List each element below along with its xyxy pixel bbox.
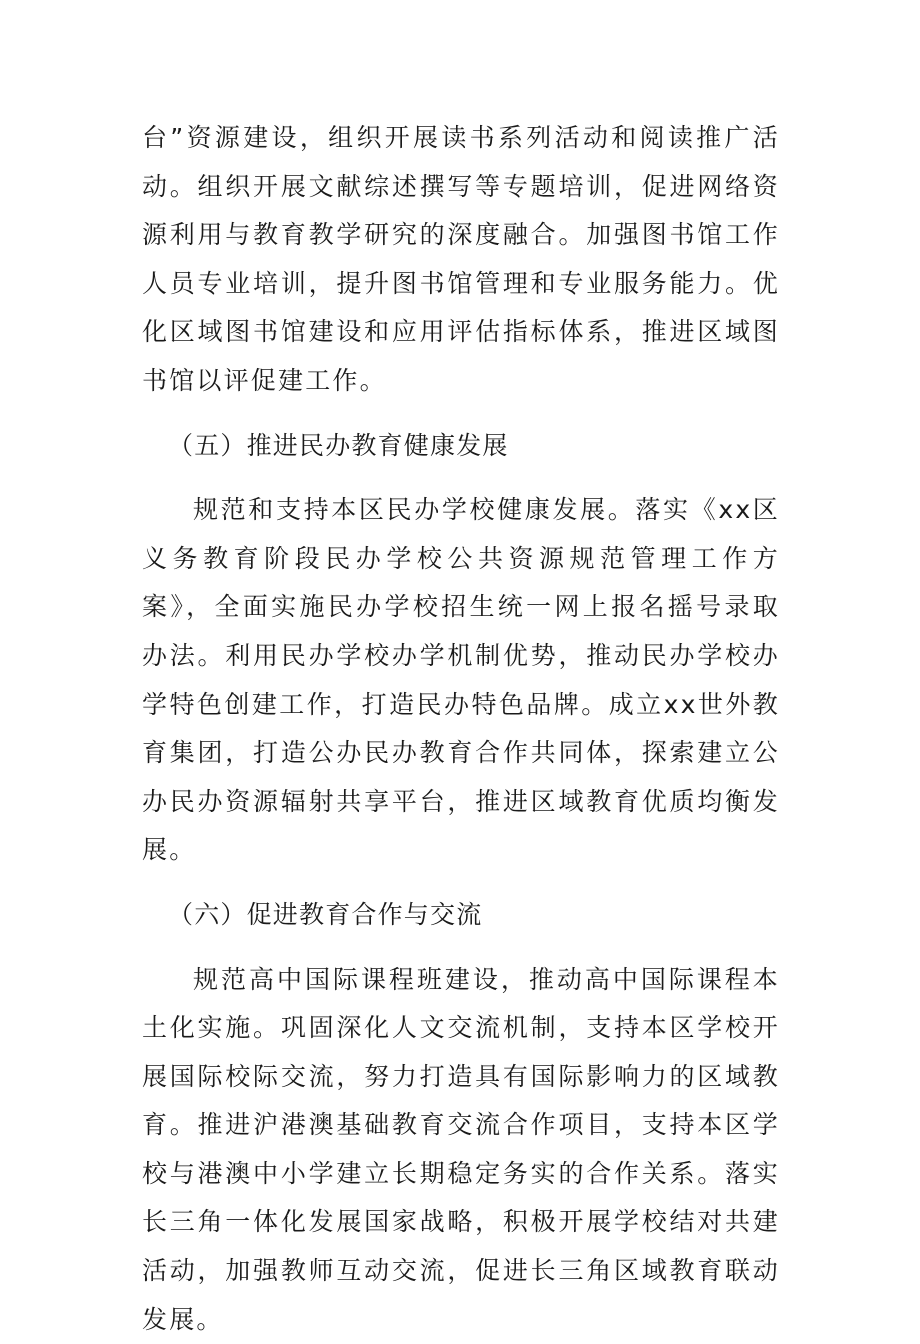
section-heading-private-education: （五）推进民办教育健康发展 bbox=[142, 422, 780, 471]
paragraph-library-resources: 台”资源建设，组织开展读书系列活动和阅读推广活动。组织开展文献综述撰写等专题培训，促进网络资源利用与教育教学研究的深度融合。加强图书馆工作人员专业培训，提升图书馆管理和专业服务能力。优化区域图书馆建设和应用评估指标体系，推进区域图书馆以评促建工作。 bbox=[142, 114, 780, 406]
paragraph-private-education: 规范和支持本区民办学校健康发展。落实《xx区义务教育阶段民办学校公共资源规范管理工作方案》，全面实施民办学校招生统一网上报名摇号录取办法。利用民办学校办学机制优势，推动民办学校办学特色创建工作，打造民办特色品牌。成立xx世外教育集团，打造公办民办教育合作共同体，探索建立公办民办资源辐射共享平台，推进区域教育优质均衡发展。 bbox=[142, 486, 780, 875]
section-heading-education-cooperation: （六）促进教育合作与交流 bbox=[142, 891, 780, 940]
paragraph-education-cooperation: 规范高中国际课程班建设，推动高中国际课程本土化实施。巩固深化人文交流机制，支持本区学校开展国际校际交流，努力打造具有国际影响力的区域教育。推进沪港澳基础教育交流合作项目，支持本区学校与港澳中小学建立长期稳定务实的合作关系。落实长三角一体化发展国家战略，积极开展学校结对共建活动，加强教师互动交流，促进长三角区域教育联动发展。 bbox=[142, 956, 780, 1344]
